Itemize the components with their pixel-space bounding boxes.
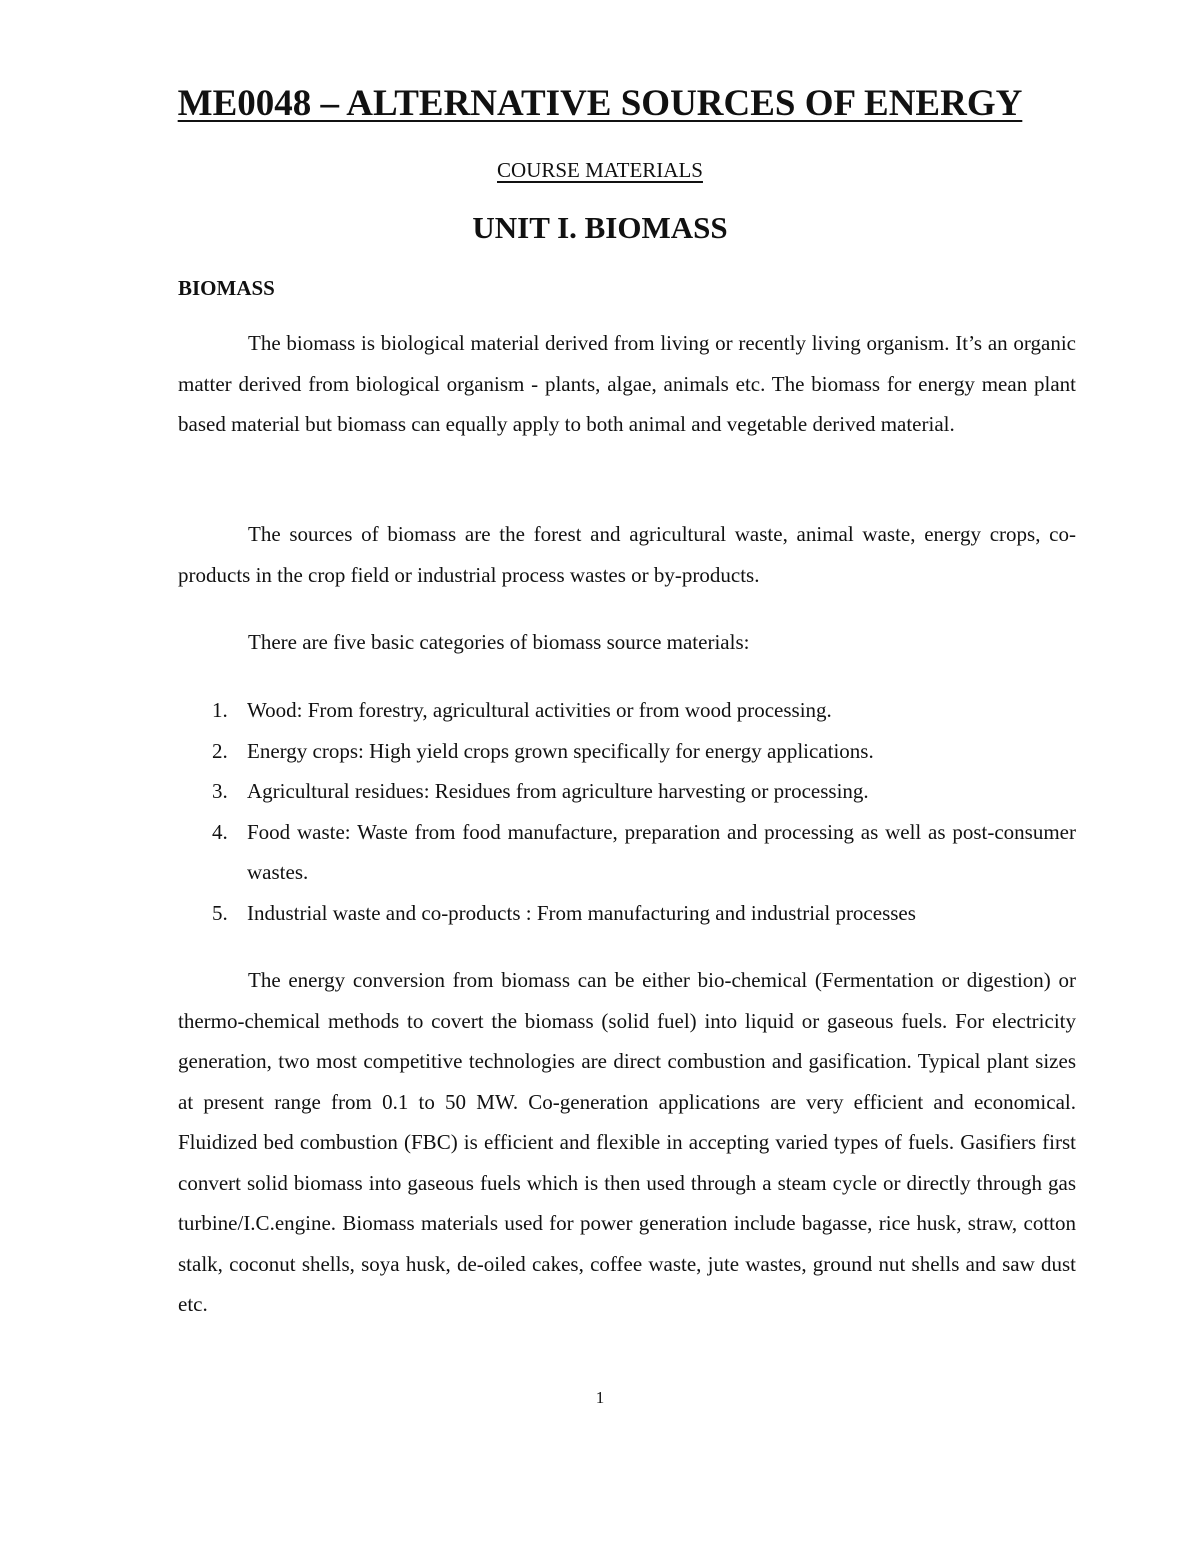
list-item xyxy=(178,771,1076,812)
paragraph-definition: The biomass is biological material derived from living or recently living organism. It’s an organic matter derived from biological organism - plants, algae, animals etc. The biomass for energy mean plant based material but biomass can equally apply to both animal and vegetable derived material. xyxy=(178,331,1076,436)
categories-list xyxy=(178,690,1076,933)
list-item-text: Wood: From forestry, agricultural activities or from wood processing. xyxy=(247,698,832,722)
paragraph-sources: The sources of biomass are the forest and agricultural waste, animal waste, energy crops, co-products in the crop field or industrial process wastes or by-products. xyxy=(178,522,1076,587)
list-item-text: Food waste: Waste from food manufacture, preparation and processing as well as post-consumer wastes. xyxy=(247,819,1076,884)
list-item-number: 1. xyxy=(212,698,228,722)
document-title: ME0048 – ALTERNATIVE SOURCES OF ENERGY xyxy=(177,83,1023,124)
list-item-number: 4. xyxy=(212,819,228,844)
list-item-number: 2. xyxy=(212,738,228,763)
list-item-number: 3. xyxy=(212,779,228,803)
list-item-text: Energy crops: High yield crops grown specifically for energy applications. xyxy=(247,738,874,763)
list-item-text: Agricultural residues: Residues from agriculture harvesting or processing. xyxy=(247,779,869,803)
page-number: 1 xyxy=(595,1388,605,1407)
document-subtitle: COURSE MATERIALS xyxy=(497,158,703,182)
unit-heading: UNIT I. BIOMASS xyxy=(472,210,728,245)
list-item xyxy=(178,690,1076,731)
list-item-text: Industrial waste and co-products : From manufacturing and industrial processes xyxy=(247,900,916,925)
list-item-number: 5. xyxy=(212,900,228,925)
paragraph-categories-intro: There are five basic categories of biomass source materials: xyxy=(248,630,750,654)
section-heading: BIOMASS xyxy=(178,276,275,300)
list-item xyxy=(178,731,1076,772)
paragraph-energy-conversion: The energy conversion from biomass can be either bio-chemical (Fermentation or digestion) or thermo-chemical methods to covert the biomass (solid fuel) into liquid or gaseous fuels. For electricity generation, two most competitive technologies are direct combustion and gasification. Typical plant sizes at present range from 0.1 to 50 MW. Co-generation applications are very efficient and economical. Fluidized bed combustion (FBC) is efficient and flexible in accepting varied types of fuels. Gasifiers first convert solid biomass into gaseous fuels which is then used through a steam cycle or directly through gas turbine/I.C.engine. Biomass materials used for power generation include bagasse, rice husk, straw, cotton stalk, coconut shells, soya husk, de-oiled cakes, coffee waste, jute wastes, ground nut shells and saw dust etc. xyxy=(178,968,1076,1316)
list-item xyxy=(178,812,1076,893)
list-item xyxy=(178,893,1076,934)
